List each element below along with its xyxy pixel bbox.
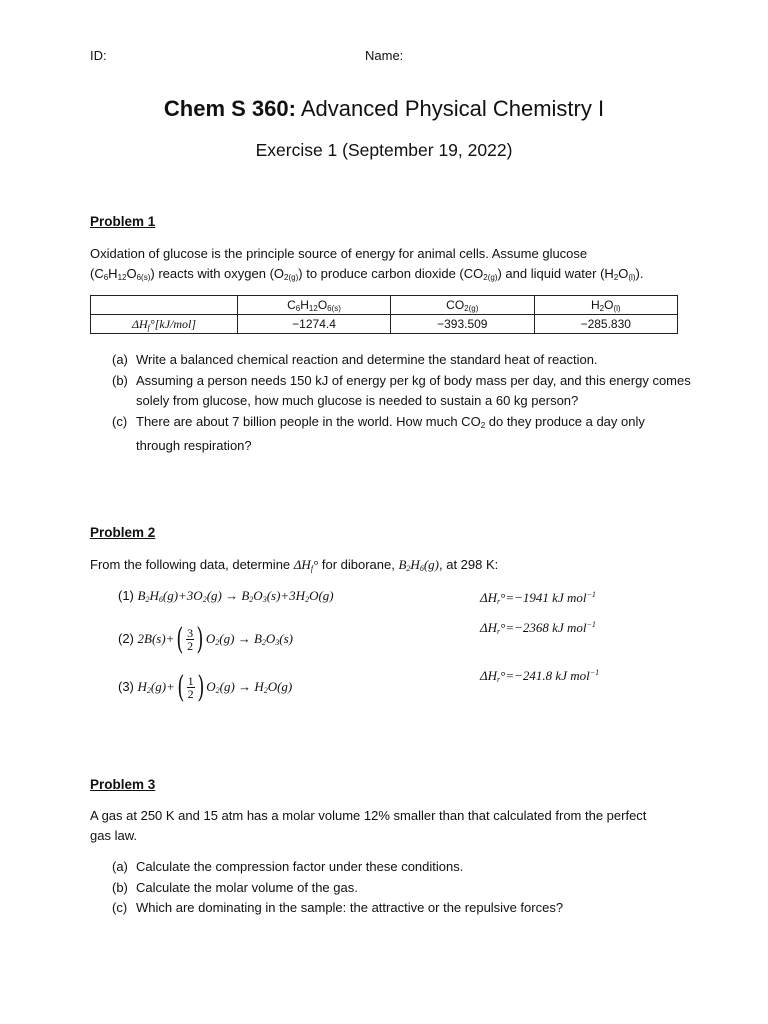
dhf-symbol: $\Delta H_f^\circ$ (293, 557, 319, 573)
table-header-row (91, 296, 678, 315)
problem2-intro: From the following data, determine $\Delta H_f^\circ$ for diborane, $B_2H_6(g)$, at 298 K: (90, 557, 499, 573)
table-corner (91, 296, 238, 315)
table-header-co2: $CO_{2(g)}$ (391, 296, 534, 315)
table-cell-h2o: −285.830 (534, 315, 677, 334)
table-cell-glucose: −1274.4 (238, 315, 391, 334)
problem1-intro-line2: $(C_6H_{12}O_{6(s)})$ reacts with oxygen $(O_{2(g)})$ to produce carbon dioxide $(CO_{2(g)})$ and liquid water $(H_2O_{(l)})$. (90, 266, 644, 282)
exercise-subtitle: Exercise 1 (September 19, 2022) (255, 140, 513, 160)
table-header-h2o: $H_2O_{(l)}$ (534, 296, 677, 315)
name-label: Name: (365, 48, 404, 63)
table-header-glucose: $C_6H_{12}O_{6(s)}$ (238, 296, 391, 315)
problem2-heading: Problem 2 (90, 525, 156, 540)
reaction-3-dh: $\Delta H_r^\circ=-241.8$ kJ mol$^{-1}$ (480, 668, 600, 684)
reaction-2: (2) 2B(s)+( $\frac{3}{2}$ ) $O_2(g) \to B_2O_3(s)$ (118, 622, 293, 657)
reaction-1-dh: $\Delta H_r^\circ=-1941$ kJ mol$^{-1}$ (480, 590, 596, 606)
id-label: ID: (90, 48, 107, 63)
problem1-intro (90, 244, 690, 288)
list-item: (a) Write a balanced chemical reaction and determine the standard heat of reaction. (112, 352, 598, 367)
table-row-label: $\Delta H_f^\circ[kJ/mol]$ (91, 315, 238, 334)
reaction-2-dh: $\Delta H_r^\circ=-2368$ kJ mol$^{-1}$ (480, 620, 596, 636)
list-item: (b) Assuming a person needs 150 kJ of energy per kg of body mass per day, and this energy comes solely from glucose, how much glucose is needed to sustain a 60 kg person? (112, 372, 691, 408)
enthalpy-table (90, 295, 678, 334)
problem3-intro: A gas at 250 K and 15 atm has a molar volume 12% smaller than that calculated from the perfect gas law. (90, 808, 647, 843)
page-title (0, 96, 768, 122)
reaction-1: (1) $B_2H_6(g)+3O_2(g) \to B_2O_3(s)+3H_2O(g)$ (118, 588, 334, 604)
table-cell-co2: −393.509 (391, 315, 534, 334)
problem1-heading: Problem 1 (90, 214, 156, 229)
course-name: Advanced Physical Chemistry I (295, 96, 605, 121)
table-row (91, 315, 678, 334)
problem1-questions (112, 350, 692, 457)
list-item: (c) Which are dominating in the sample: the attractive or the repulsive forces? (112, 900, 564, 915)
list-item: (c) There are about 7 billion people in the world. How much $CO_2$ do they produce a day only through respiration? (112, 413, 645, 453)
diborane-formula: $B_2H_6(g)$ (398, 557, 439, 573)
list-item: (a) Calculate the compression factor under these conditions. (112, 859, 464, 874)
list-item: (b) Calculate the molar volume of the gas. (112, 879, 358, 895)
problem1-intro-line1: Oxidation of glucose is the principle source of energy for animal cells. Assume glucose (90, 246, 588, 261)
problem3-questions (112, 857, 692, 919)
problem3-heading: Problem 3 (90, 777, 156, 792)
reaction-3: (3) $H_2(g)+$( $\frac{1}{2}$ ) $O_2(g) \to H_2O(g)$ (118, 670, 293, 705)
course-code: Chem S 360: (163, 96, 296, 121)
